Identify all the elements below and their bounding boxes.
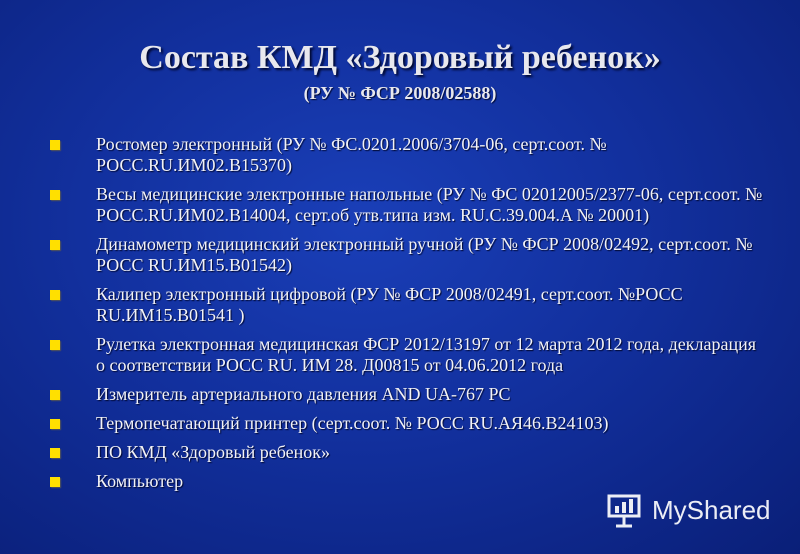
watermark-text: MyShared (652, 494, 771, 525)
list-item (48, 284, 768, 326)
bullet-icon (50, 477, 60, 487)
list-item-text: ПО КМД «Здоровый ребенок» (96, 442, 331, 462)
bullet-icon (50, 340, 60, 350)
bullet-icon (50, 390, 60, 400)
bullet-icon (50, 240, 60, 250)
component-list (48, 134, 768, 500)
list-item-text: Рулетка электронная медицинская ФСР 2012/13197 от 12 марта 2012 года, декларация о соответствии РОСС RU. ИМ 28. Д00815 от 04.06.2012 года (96, 334, 757, 375)
list-item-text: Динамометр медицинский электронный ручной (РУ № ФСР 2008/02492, серт.соот. № РОСС RU.ИМ15.В01542) (96, 234, 753, 275)
list-item-text: Весы медицинские электронные напольные (РУ № ФС 02012005/2377-06, серт.соот. № РОСС.RU.ИМ02.В14004, серт.об утв.типа изм. RU.C.39.004.A № 20001) (96, 184, 763, 225)
list-item-text: Термопечатающий принтер (серт.соот. № РОСС RU.АЯ46.В24103) (96, 413, 609, 433)
bullet-icon (50, 448, 60, 458)
list-item (48, 471, 768, 492)
list-item (48, 334, 768, 376)
slide-subtitle: (РУ № ФСР 2008/02588) (303, 83, 497, 103)
list-item-text: Ростомер электронный (РУ № ФС.0201.2006/3704-06, серт.соот. № РОСС.RU.ИМ02.В15370) (96, 134, 607, 175)
list-item-text: Измеритель артериального давления AND UA-767 PC (96, 384, 511, 404)
watermark (606, 490, 792, 530)
list-item (48, 234, 768, 276)
list-item (48, 442, 768, 463)
bullet-icon (50, 290, 60, 300)
bullet-icon (50, 140, 60, 150)
bullet-icon (50, 190, 60, 200)
presentation-board-icon (606, 490, 646, 530)
slide-title: Состав КМД «Здоровый ребенок» (139, 39, 661, 76)
list-item (48, 384, 768, 405)
list-item (48, 184, 768, 226)
list-item-text: Компьютер (96, 471, 184, 491)
bullet-icon (50, 419, 60, 429)
list-item (48, 413, 768, 434)
list-item-text: Калипер электронный цифровой (РУ № ФСР 2008/02491, серт.соот. №РОСС RU.ИМ15.В01541 ) (96, 284, 683, 325)
list-item (48, 134, 768, 176)
